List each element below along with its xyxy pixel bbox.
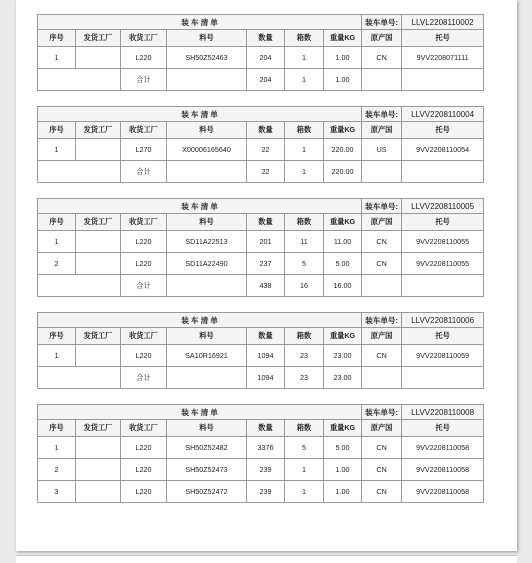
load-no-value: LLVV2208110006 [402,313,484,328]
header-origin: 原产国 [362,122,402,139]
table-row [38,345,484,367]
cell-part: X00006165640 [167,139,247,161]
cell-weight: 5.00 [324,253,362,275]
header-qty: 数量 [247,30,285,47]
total-blank [167,367,247,389]
header-ship-factory: 发货工厂 [76,420,121,437]
cell-part: SH50Z52463 [167,47,247,69]
load-no-value: LLVV2208110008 [402,405,484,420]
load-no-value: LLVV2208110005 [402,199,484,214]
header-pallet: 托号 [402,328,484,345]
table-row [38,437,484,459]
cell-recv-factory: L220 [121,459,167,481]
cell-origin: US [362,139,402,161]
header-weight: 重量KG [324,30,362,47]
cell-pallet: 9VV2208110055 [402,231,484,253]
total-blank [167,275,247,297]
header-boxes: 箱数 [285,328,324,345]
cell-boxes: 11 [285,231,324,253]
cell-boxes: 5 [285,253,324,275]
cell-pallet: 9VV2208110059 [402,345,484,367]
cell-weight: 5.00 [324,437,362,459]
total-boxes: 1 [285,161,324,183]
cell-part: SA10R16921 [167,345,247,367]
cell-part: SH50Z52482 [167,437,247,459]
cell-origin: CN [362,47,402,69]
cell-weight: 1.00 [324,459,362,481]
load-no-label: 装车单号: [362,199,402,214]
header-origin: 原产国 [362,30,402,47]
header-seq: 序号 [38,328,76,345]
cell-ship-factory [76,481,121,503]
header-recv-factory: 收货工厂 [121,30,167,47]
cell-pallet: 9VV2208110058 [402,437,484,459]
total-boxes: 16 [285,275,324,297]
cell-pallet: 9VV2208110055 [402,253,484,275]
cell-ship-factory [76,459,121,481]
cell-qty: 1094 [247,345,285,367]
table-row [38,459,484,481]
header-qty: 数量 [247,420,285,437]
header-pallet: 托号 [402,420,484,437]
cell-origin: CN [362,437,402,459]
cell-pallet: 9VV2208110054 [402,139,484,161]
table-title: 装 车 清 单 [38,15,362,30]
cell-origin: CN [362,459,402,481]
header-weight: 重量KG [324,420,362,437]
cell-part: SH50Z52472 [167,481,247,503]
total-label: 合计 [121,69,167,91]
total-blank [402,367,484,389]
cell-origin: CN [362,345,402,367]
total-label: 合计 [121,367,167,389]
cell-boxes: 23 [285,345,324,367]
cell-recv-factory: L220 [121,481,167,503]
header-recv-factory: 收货工厂 [121,328,167,345]
total-qty: 204 [247,69,285,91]
total-qty: 22 [247,161,285,183]
cell-ship-factory [76,231,121,253]
total-blank [167,69,247,91]
total-blank [402,275,484,297]
cell-seq: 2 [38,253,76,275]
header-boxes: 箱数 [285,214,324,231]
cell-recv-factory: L220 [121,345,167,367]
total-blank [38,275,121,297]
cell-seq: 1 [38,345,76,367]
header-ship-factory: 发货工厂 [76,30,121,47]
total-row [38,161,484,183]
header-recv-factory: 收货工厂 [121,420,167,437]
total-label: 合计 [121,161,167,183]
cell-seq: 3 [38,481,76,503]
header-seq: 序号 [38,122,76,139]
header-part: 料号 [167,420,247,437]
cell-part: SD11A22490 [167,253,247,275]
total-blank [362,69,402,91]
cell-weight: 220.00 [324,139,362,161]
header-origin: 原产国 [362,420,402,437]
header-origin: 原产国 [362,214,402,231]
load-no-value: LLVV2208110004 [402,107,484,122]
total-weight: 1.00 [324,69,362,91]
total-blank [167,161,247,183]
cell-weight: 11.00 [324,231,362,253]
table-title: 装 车 清 单 [38,405,362,420]
total-blank [38,161,121,183]
load-no-label: 装车单号: [362,107,402,122]
cell-qty: 201 [247,231,285,253]
total-row [38,69,484,91]
total-boxes: 23 [285,367,324,389]
table-title: 装 车 清 单 [38,199,362,214]
header-part: 料号 [167,328,247,345]
total-blank [38,367,121,389]
loading-list-table [37,106,484,183]
cell-origin: CN [362,231,402,253]
total-weight: 220.00 [324,161,362,183]
cell-origin: CN [362,253,402,275]
cell-weight: 1.00 [324,481,362,503]
loading-list-table [37,198,484,297]
table-row [38,253,484,275]
total-qty: 1094 [247,367,285,389]
cell-recv-factory: L220 [121,47,167,69]
cell-seq: 1 [38,231,76,253]
cell-pallet: 9VV2208071111 [402,47,484,69]
header-pallet: 托号 [402,214,484,231]
load-no-value: LLVL2208110002 [402,15,484,30]
total-blank [402,69,484,91]
cell-pallet: 9VV2208110058 [402,459,484,481]
cell-weight: 1.00 [324,47,362,69]
header-boxes: 箱数 [285,122,324,139]
header-qty: 数量 [247,214,285,231]
total-weight: 16.00 [324,275,362,297]
total-label: 合计 [121,275,167,297]
cell-recv-factory: L270 [121,139,167,161]
total-row [38,367,484,389]
load-no-label: 装车单号: [362,15,402,30]
cell-pallet: 9VV2208110058 [402,481,484,503]
header-boxes: 箱数 [285,30,324,47]
cell-boxes: 1 [285,47,324,69]
total-boxes: 1 [285,69,324,91]
table-row [38,231,484,253]
total-blank [402,161,484,183]
cell-ship-factory [76,253,121,275]
cell-recv-factory: L220 [121,437,167,459]
loading-list-table [37,14,484,91]
cell-qty: 3376 [247,437,285,459]
cell-boxes: 1 [285,139,324,161]
header-weight: 重量KG [324,122,362,139]
header-weight: 重量KG [324,328,362,345]
header-ship-factory: 发货工厂 [76,214,121,231]
cell-qty: 22 [247,139,285,161]
cell-seq: 1 [38,437,76,459]
total-weight: 23.00 [324,367,362,389]
table-row [38,47,484,69]
cell-seq: 1 [38,139,76,161]
header-part: 料号 [167,214,247,231]
header-ship-factory: 发货工厂 [76,122,121,139]
header-qty: 数量 [247,122,285,139]
table-title: 装 车 清 单 [38,107,362,122]
header-part: 料号 [167,122,247,139]
header-pallet: 托号 [402,122,484,139]
cell-origin: CN [362,481,402,503]
cell-part: SH50Z52473 [167,459,247,481]
total-row [38,275,484,297]
table-title: 装 车 清 单 [38,313,362,328]
cell-ship-factory [76,47,121,69]
cell-weight: 23.00 [324,345,362,367]
loading-list-table [37,312,484,389]
table-row [38,481,484,503]
document-page [16,0,517,551]
total-blank [362,275,402,297]
loading-list-table [37,404,484,503]
header-origin: 原产国 [362,328,402,345]
cell-seq: 2 [38,459,76,481]
header-ship-factory: 发货工厂 [76,328,121,345]
cell-recv-factory: L220 [121,253,167,275]
load-no-label: 装车单号: [362,313,402,328]
total-blank [362,367,402,389]
cell-boxes: 1 [285,481,324,503]
cell-seq: 1 [38,47,76,69]
cell-ship-factory [76,437,121,459]
header-boxes: 箱数 [285,420,324,437]
cell-part: SD11A22513 [167,231,247,253]
header-seq: 序号 [38,420,76,437]
table-row [38,139,484,161]
cell-qty: 239 [247,459,285,481]
cell-ship-factory [76,345,121,367]
total-blank [38,69,121,91]
cell-recv-factory: L220 [121,231,167,253]
header-weight: 重量KG [324,214,362,231]
header-recv-factory: 收货工厂 [121,214,167,231]
header-recv-factory: 收货工厂 [121,122,167,139]
cell-qty: 204 [247,47,285,69]
header-pallet: 托号 [402,30,484,47]
cell-ship-factory [76,139,121,161]
header-qty: 数量 [247,328,285,345]
cell-boxes: 1 [285,459,324,481]
total-blank [362,161,402,183]
total-qty: 438 [247,275,285,297]
cell-qty: 237 [247,253,285,275]
cell-qty: 239 [247,481,285,503]
cell-boxes: 5 [285,437,324,459]
header-seq: 序号 [38,214,76,231]
header-part: 料号 [167,30,247,47]
header-seq: 序号 [38,30,76,47]
load-no-label: 装车单号: [362,405,402,420]
